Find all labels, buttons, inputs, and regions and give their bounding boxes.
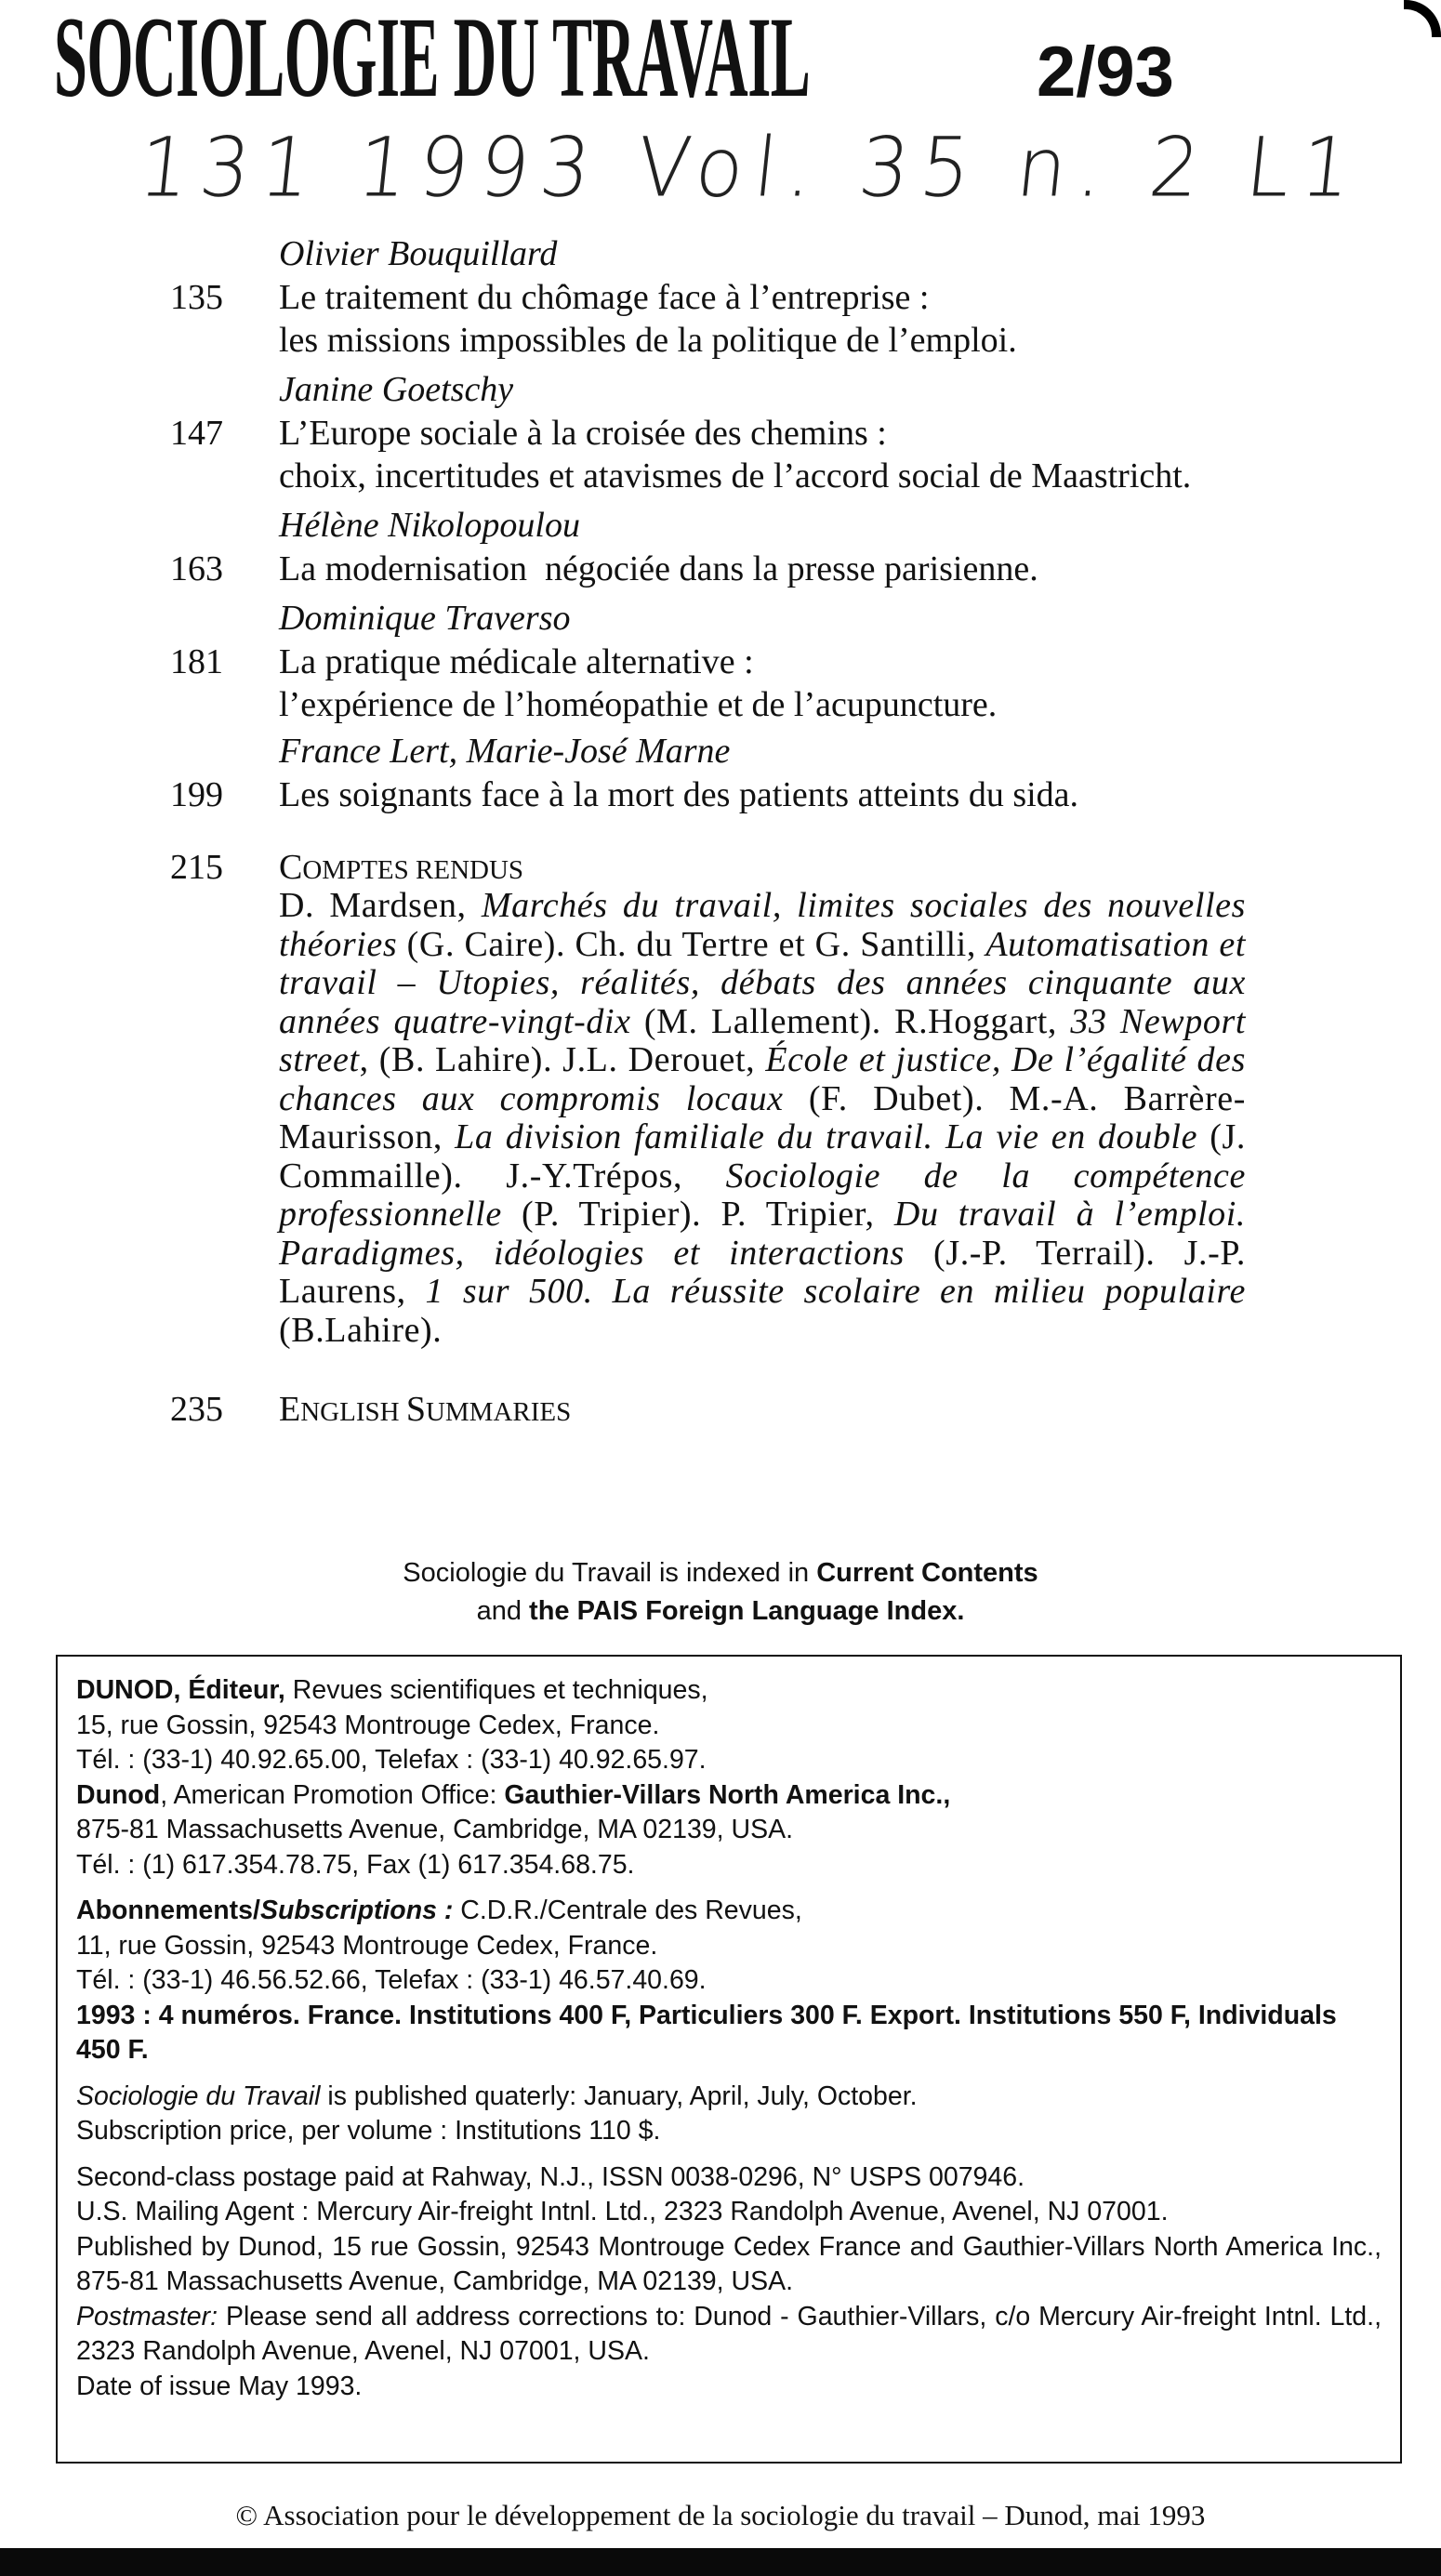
publisher-phone: Tél. : (33-1) 40.92.65.00, Telefax : (33-1) 40.92.65.97. bbox=[76, 1745, 707, 1775]
subscriptions-label: Abonnements/ bbox=[76, 1896, 260, 1925]
page-number: 147 bbox=[170, 414, 223, 453]
heading-initial: C bbox=[279, 848, 303, 887]
article-title-line: l’expérience de l’homéopathie et de l’acupuncture. bbox=[279, 685, 998, 724]
journal-name: Sociologie du Travail bbox=[76, 2081, 321, 2111]
subscriptions-label-en: Subscriptions : bbox=[259, 1896, 454, 1925]
subscription-price-usd: Subscription price, per volume : Institutions 110 $. bbox=[76, 2116, 661, 2146]
article-title-line: Le traitement du chômage face à l’entreprise : bbox=[279, 278, 930, 317]
frequency-text: is published quaterly: January, April, July, October. bbox=[320, 2081, 918, 2111]
publisher-line bbox=[76, 1673, 1382, 1709]
us-office-company: Gauthier-Villars North America Inc., bbox=[504, 1779, 951, 1810]
review-text: (J. Commaille). J.-Y.Trépos, bbox=[279, 1117, 1256, 1196]
page-number: 181 bbox=[170, 642, 223, 681]
heading-rest: UMMARIES bbox=[425, 1397, 572, 1427]
us-office-label: , American Promotion Office: bbox=[160, 1779, 505, 1810]
page-number: 135 bbox=[170, 278, 223, 317]
heading-rest: NGLISH bbox=[300, 1397, 406, 1427]
publisher-imprint-box bbox=[56, 1655, 1402, 2464]
article-author: Hélène Nikolopoulou bbox=[279, 506, 580, 545]
article-author: Olivier Bouquillard bbox=[279, 234, 558, 273]
journal-title: SOCIOLOGIE DU TRAVAIL bbox=[54, 0, 811, 121]
summaries-heading bbox=[279, 1388, 571, 1433]
indexing-line-1 bbox=[0, 1554, 1441, 1592]
postmaster-note bbox=[76, 2300, 1382, 2370]
review-text: (P. Tripier). P. Tripier, bbox=[501, 1195, 894, 1234]
us-office-phone: Tél. : (1) 617.354.78.75, Fax (1) 617.354.68.75. bbox=[76, 1849, 635, 1880]
subscriptions-line bbox=[76, 1894, 1382, 1929]
review-book-title: La division familiale du travail. La vie en double bbox=[455, 1117, 1198, 1156]
article-title-line: L’Europe sociale à la croisée des chemins : bbox=[279, 414, 887, 453]
review-text: D. Mardsen, bbox=[279, 886, 482, 925]
review-text: , (B. Lahire). J.L. Derouet, bbox=[359, 1040, 766, 1079]
article-author: Dominique Traverso bbox=[279, 599, 571, 638]
mailing-agent: U.S. Mailing Agent : Mercury Air-freight Intnl. Ltd., 2323 Randolph Avenue, Avenel, NJ 07001. bbox=[76, 2197, 1169, 2226]
page-number: 163 bbox=[170, 549, 223, 588]
article-title-line: La pratique médicale alternative : bbox=[279, 642, 754, 681]
heading-initial: S bbox=[405, 1390, 426, 1429]
review-text: (B.Lahire). bbox=[279, 1272, 1256, 1350]
subscriptions-agent: C.D.R./Centrale des Revues, bbox=[453, 1896, 802, 1925]
scan-corner-mark bbox=[1404, 0, 1441, 37]
copyright-line: © Association pour le développement de la sociologie du travail – Dunod, mai 1993 bbox=[235, 2499, 1206, 2531]
postage-note: Second-class postage paid at Rahway, N.J., ISSN 0038-0296, N° USPS 007946. bbox=[76, 2161, 1025, 2192]
publisher-name: DUNOD, Éditeur, bbox=[76, 1675, 285, 1705]
publisher-desc: Revues scientifiques et techniques, bbox=[284, 1675, 708, 1705]
review-text: (F. Dubet). M.-A. Barrère-Maurisson, bbox=[279, 1078, 1246, 1156]
review-book-title: Automatisation et travail – Utopies, réalités, débats des années cinquante aux années quatre-vingt-dix bbox=[279, 924, 1256, 1041]
subscriptions-address: 11, rue Gossin, 92543 Montrouge Cedex, France. bbox=[76, 1930, 658, 1961]
subscriptions-phone: Tél. : (33-1) 46.56.52.66, Telefax : (33-1) 46.57.40.69. bbox=[76, 1965, 707, 1995]
review-book-title: Sociologie de la compétence professionnelle bbox=[279, 1156, 1256, 1234]
reviews-heading bbox=[279, 846, 523, 892]
subscription-prices: 1993 : 4 numéros. France. Institutions 400 F, Particuliers 300 F. Export. Institutions 550 F, Individuals 450 F. bbox=[76, 2000, 1337, 2065]
heading-rest: OMPTES RENDUS bbox=[302, 855, 524, 885]
us-office-line bbox=[76, 1778, 1382, 1814]
publication-frequency bbox=[76, 2080, 1382, 2115]
heading-initial: E bbox=[279, 1390, 301, 1429]
postmaster-label: Postmaster: bbox=[76, 2301, 218, 2332]
page-number: 199 bbox=[170, 775, 223, 814]
article-title-line: choix, incertitudes et atavismes de l’accord social de Maastricht. bbox=[279, 456, 1192, 495]
review-book-title: Du travail à l’emploi. Paradigmes, idéologies et interactions bbox=[279, 1195, 1256, 1273]
page-number: 235 bbox=[170, 1390, 223, 1429]
reviews-body bbox=[279, 886, 1256, 1350]
review-book-title: École et justice, De l’égalité des chances aux compromis locaux bbox=[279, 1040, 1256, 1118]
published-by: Published by Dunod, 15 rue Gossin, 92543 Montrouge Cedex France and Gauthier-Villars North America Inc., 875-81 Massachusetts Avenue, Cambridge, MA 02139, USA. bbox=[76, 2231, 1382, 2296]
review-text: (J.-P. Terrail). J.-P. Laurens, bbox=[279, 1233, 1256, 1311]
us-office-address: 875-81 Massachusetts Avenue, Cambridge, MA 02139, USA. bbox=[76, 1815, 794, 1844]
article-author: Janine Goetschy bbox=[279, 370, 514, 409]
indexing-text: and bbox=[476, 1596, 530, 1626]
review-text: (G. Caire). Ch. du Tertre et G. Santilli, bbox=[397, 924, 986, 964]
article-author: France Lert, Marie-José Marne bbox=[279, 732, 731, 771]
review-text: (M. Lallement). R.Hoggart, bbox=[630, 1001, 1071, 1041]
indexing-database: the PAIS Foreign Language Index. bbox=[529, 1596, 965, 1626]
review-book-title: 1 sur 500. La réussite scolaire en milieu populaire bbox=[425, 1272, 1246, 1311]
handwritten-shelfmark: 131 1993 Vol. 35 n. 2 L1 bbox=[134, 119, 1368, 216]
date-of-issue: Date of issue May 1993. bbox=[76, 2371, 363, 2401]
postmaster-text: Please send all address corrections to: Dunod - Gauthier-Villars, c/o Mercury Air-freight Intnl. Ltd., 2323 Randolph Avenue, Avenel, NJ 07001, USA. bbox=[76, 2301, 1382, 2366]
article-title-line: Les soignants face à la mort des patients atteints du sida. bbox=[279, 775, 1079, 814]
publisher-address: 15, rue Gossin, 92543 Montrouge Cedex, France. bbox=[76, 1710, 660, 1740]
review-book-title: 33 Newport street bbox=[279, 1001, 1256, 1079]
article-title-line: La modernisation négociée dans la presse parisienne. bbox=[279, 549, 1038, 588]
indexing-line-2 bbox=[0, 1592, 1441, 1631]
indexing-text: Sociologie du Travail is indexed in bbox=[403, 1558, 817, 1588]
indexing-note bbox=[0, 1554, 1441, 1631]
review-book-title: Marchés du travail, limites sociales des nouvelles théories bbox=[279, 886, 1256, 964]
indexing-database: Current Contents bbox=[816, 1558, 1038, 1588]
issue-number: 2/93 bbox=[1037, 33, 1174, 112]
page-number: 215 bbox=[170, 848, 223, 887]
article-title-line: les missions impossibles de la politique de l’emploi. bbox=[279, 321, 1017, 360]
us-office-publisher: Dunod bbox=[76, 1779, 161, 1810]
scan-bottom-edge bbox=[0, 2548, 1441, 2576]
